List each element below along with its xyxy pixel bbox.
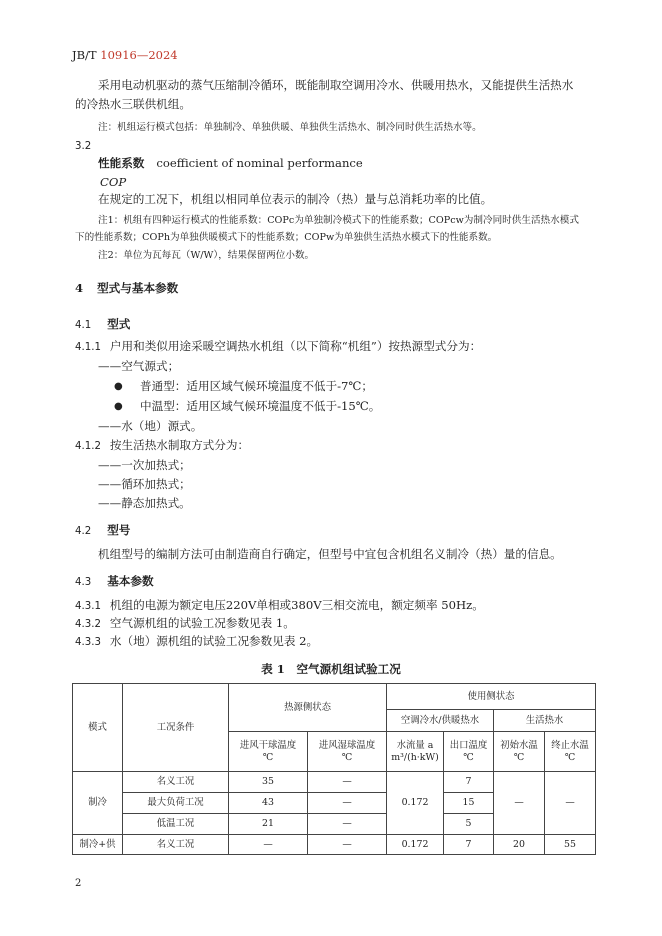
item-cycle-heating: ——循环加热式； <box>98 477 191 491</box>
header-outlet-temp <box>444 732 494 772</box>
header-use-side: 使用侧状态 <box>387 684 596 710</box>
unit-celsius: ℃ <box>262 751 274 763</box>
section-number-4-3: 4.3 <box>75 577 92 588</box>
cell-initial-temp: — <box>494 772 545 835</box>
section-4-1-1 <box>75 341 481 353</box>
bullet-normal-type: 普通型：适用区域气候环境温度不低于-7℃； <box>140 379 373 393</box>
section-4-3-1-text: 机组的电源为额定电压220V单相或380V三相交流电，额定频率 50Hz。 <box>109 598 484 612</box>
unit-celsius: ℃ <box>564 751 576 763</box>
table-1 <box>72 683 596 855</box>
cell-outlet-temp: 5 <box>444 814 494 835</box>
cell-outlet-temp: 15 <box>444 793 494 814</box>
cell-dry-bulb: — <box>229 835 308 855</box>
standard-code: 10916—2024 <box>100 48 178 62</box>
unit-celsius: ℃ <box>463 751 474 763</box>
section-number-4-3-2: 4.3.2 <box>75 619 101 630</box>
header-water-flow <box>387 732 444 772</box>
unit-flow: m³/(h·kW) <box>391 751 439 763</box>
bullet-icon: ● <box>114 401 123 412</box>
cell-outlet-temp: 7 <box>444 835 494 855</box>
table-row <box>73 835 596 855</box>
cell-dry-bulb: 21 <box>229 814 308 835</box>
table-header-row <box>73 684 596 710</box>
cell-final-temp: 55 <box>545 835 596 855</box>
bullet-medium-temp-type: 中温型：适用区域气候环境温度不低于-15℃。 <box>140 399 381 413</box>
cell-outlet-temp: 7 <box>444 772 494 793</box>
note1-line-2: 下的性能系数；COPh为单独供暖模式下的性能系数；COPw为单独供生活热水模式下的性能系数。 <box>75 232 498 243</box>
header-initial-temp <box>494 732 545 772</box>
section-4-3-1 <box>75 600 484 612</box>
header-wet-bulb <box>308 732 387 772</box>
item-static-heating: ——静态加热式。 <box>98 496 191 510</box>
document-header <box>72 48 178 62</box>
header-domestic-hot-water: 生活热水 <box>494 710 596 732</box>
section-number-4: 4 <box>75 281 84 295</box>
cell-condition: 名义工况 <box>123 835 229 855</box>
header-outlet-temp-label: 出口温度 <box>449 739 488 751</box>
section-4-3-2 <box>75 618 295 630</box>
header-final-temp-label: 终止水温 <box>551 739 589 751</box>
note1-line-1: 注1：机组有四种运行模式的性能系数：COPc为单独制冷模式下的性能系数；COPcw为制冷同时供生活热水模式 <box>98 215 579 226</box>
section-4-2-title: 型号 <box>107 523 131 537</box>
bullet-icon: ● <box>114 381 123 392</box>
header-heat-source-side: 热源侧状态 <box>229 684 387 732</box>
section-4-3-heading <box>75 573 154 589</box>
cell-condition: 名义工况 <box>123 772 229 793</box>
header-initial-temp-label: 初始水温 <box>500 739 538 751</box>
section-4-3-title: 基本参数 <box>107 574 154 588</box>
item-once-heating: ——一次加热式； <box>98 458 191 472</box>
standard-prefix: JB/T <box>72 48 101 62</box>
intro-line-2: 的冷热水三联供机组。 <box>75 97 191 111</box>
mode-cooling-plus-supply: 制冷+供 <box>73 835 123 855</box>
section-4-1-1-text: 户用和类似用途采暖空调热水机组（以下简称“机组”）按热源型式分为： <box>109 339 482 353</box>
cell-initial-temp: 20 <box>494 835 545 855</box>
intro-line-1: 采用电动机驱动的蒸气压缩制冷循环，既能制取空调用冷水、供暖用热水，又能提供生活热水 <box>98 78 574 92</box>
section-number-4-1-1: 4.1.1 <box>75 342 101 353</box>
header-wet-bulb-label: 进风湿球温度 <box>318 739 376 751</box>
section-4-3-3 <box>75 636 318 648</box>
term-abbr: COP <box>100 175 127 189</box>
section-number-4-3-1: 4.3.1 <box>75 601 101 612</box>
section-number-3-2: 3.2 <box>75 141 92 152</box>
unit-celsius: ℃ <box>341 751 353 763</box>
header-condition: 工况条件 <box>123 684 229 772</box>
note2: 注2：单位为瓦每瓦（W/W），结果保留两位小数。 <box>98 250 315 261</box>
section-4-2-text: 机组型号的编制方法可由制造商自行确定，但型号中宜包含机组名义制冷（热）量的信息。 <box>98 547 562 561</box>
section-4-1-2-text: 按生活热水制取方式分为： <box>109 438 250 452</box>
section-4-title: 型式与基本参数 <box>97 281 179 295</box>
section-number-4-1-2: 4.1.2 <box>75 441 101 452</box>
section-number-4-3-3: 4.3.3 <box>75 637 101 648</box>
term-definition: 在规定的工况下，机组以相同单位表示的制冷（热）量与总消耗功率的比值。 <box>98 192 493 206</box>
cell-wet-bulb: — <box>308 793 387 814</box>
section-4-heading <box>75 280 178 296</box>
cell-condition: 低温工况 <box>123 814 229 835</box>
term-cn: 性能系数 <box>98 156 145 170</box>
section-4-1-title: 型式 <box>107 317 131 331</box>
note-run-modes: 注：机组运行模式包括：单独制冷、单独供暖、单独供生活热水、制冷同时供生活热水等。 <box>98 122 482 133</box>
section-number-4-1: 4.1 <box>75 320 92 331</box>
item-air-source: ——空气源式； <box>98 359 180 373</box>
unit-celsius: ℃ <box>513 751 525 763</box>
item-water-source: ——水（地）源式。 <box>98 419 203 433</box>
mode-cooling: 制冷 <box>73 772 123 835</box>
section-4-3-2-text: 空气源机组的试验工况参数见表 1。 <box>109 616 295 630</box>
table-1-caption: 表 1 空气源机组试验工况 <box>261 662 401 676</box>
section-4-2-heading <box>75 522 130 538</box>
term-en: coefficient of nominal performance <box>156 156 363 170</box>
header-mode: 模式 <box>73 684 123 772</box>
section-4-1-heading <box>75 316 130 332</box>
cell-wet-bulb: — <box>308 814 387 835</box>
section-4-1-2 <box>75 440 249 452</box>
cell-water-flow: 0.172 <box>387 772 444 835</box>
header-dry-bulb <box>229 732 308 772</box>
section-number-4-2: 4.2 <box>75 526 92 537</box>
cell-dry-bulb: 43 <box>229 793 308 814</box>
cell-wet-bulb: — <box>308 772 387 793</box>
cell-condition: 最大负荷工况 <box>123 793 229 814</box>
term-heading <box>98 158 363 170</box>
page-number: 2 <box>75 878 82 889</box>
cell-wet-bulb: — <box>308 835 387 855</box>
cell-dry-bulb: 35 <box>229 772 308 793</box>
header-final-temp <box>545 732 596 772</box>
cell-water-flow: 0.172 <box>387 835 444 855</box>
cell-final-temp: — <box>545 772 596 835</box>
header-water-flow-label: 水流量 a <box>396 739 434 751</box>
header-ac-heating-water: 空调冷水/供暖热水 <box>387 710 494 732</box>
table-row <box>73 772 596 793</box>
section-4-3-3-text: 水（地）源机组的试验工况参数见表 2。 <box>109 634 319 648</box>
header-dry-bulb-label: 进风干球温度 <box>239 739 297 751</box>
